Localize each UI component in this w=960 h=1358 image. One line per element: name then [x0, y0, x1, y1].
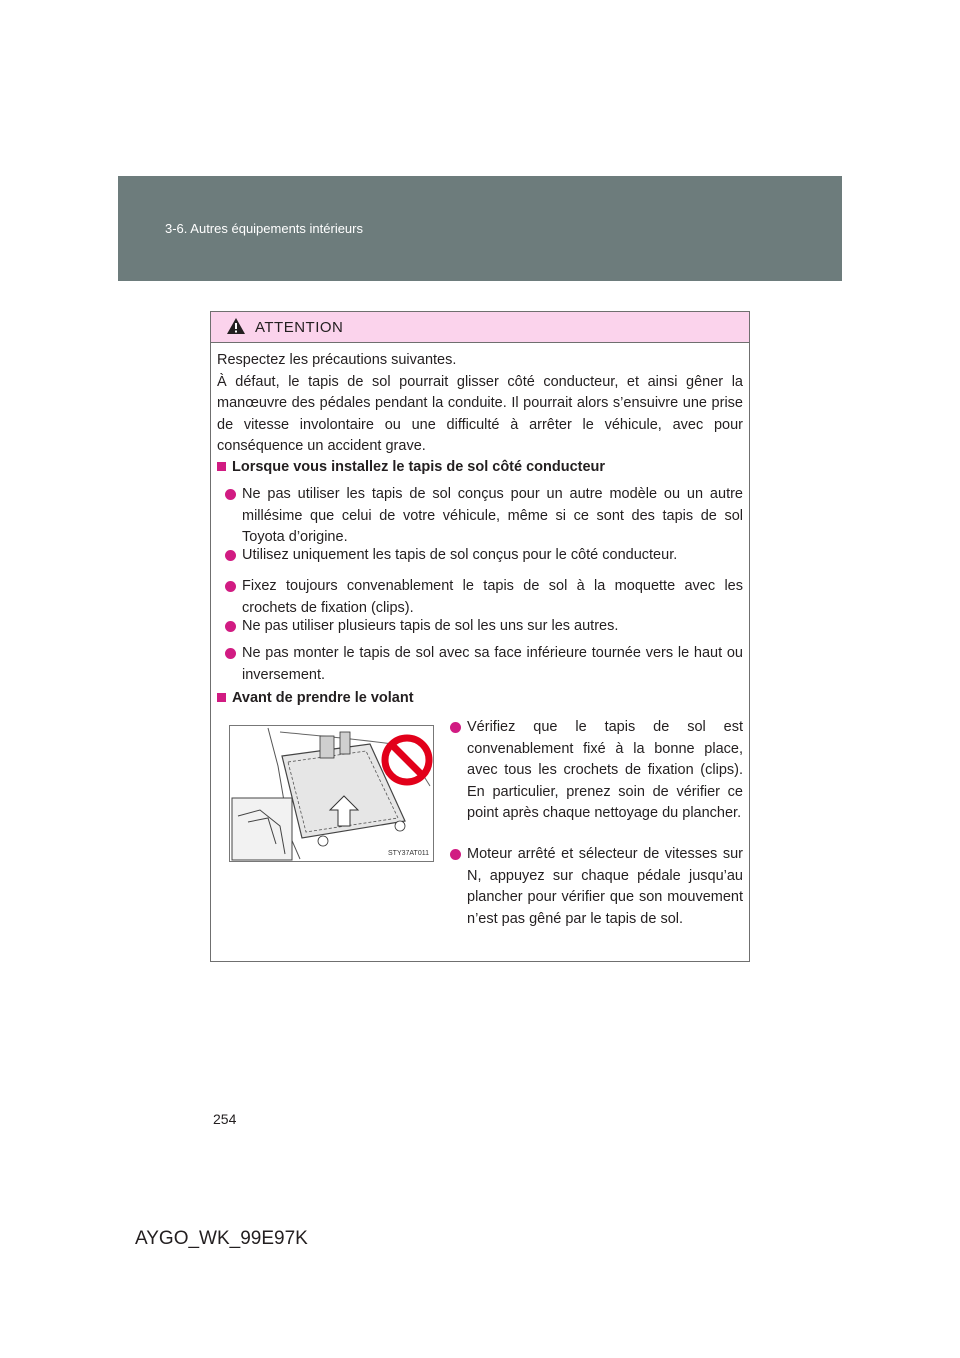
attention-title: ATTENTION	[255, 319, 344, 336]
list-item: Fixez toujours convenablement le tapis de sol à la moquette avec les crochets de fixation (clips).	[242, 576, 743, 619]
list-item: Ne pas utiliser les tapis de sol conçus pour un autre modèle ou un autre millésime que celui de votre véhicule, même si ce sont des tapis de sol Toyota d’origine.	[242, 484, 743, 549]
square-bullet-icon	[217, 693, 226, 702]
floor-mat-drawing	[230, 726, 433, 861]
square-bullet-icon	[217, 462, 226, 471]
round-bullet-icon	[225, 550, 236, 561]
intro-line-1: Respectez les précautions suivantes.	[217, 352, 457, 368]
round-bullet-icon	[225, 648, 236, 659]
round-bullet-icon	[225, 581, 236, 592]
warning-triangle-icon	[226, 317, 246, 335]
section-heading-installation	[217, 457, 605, 477]
document-code: AYGO_WK_99E97K	[135, 1228, 308, 1249]
round-bullet-icon	[225, 489, 236, 500]
section-heading-text: Avant de prendre le volant	[232, 690, 414, 706]
section-heading-before-driving	[217, 688, 414, 708]
floor-mat-illustration	[229, 725, 434, 862]
attention-box	[210, 311, 750, 962]
attention-header	[211, 312, 749, 343]
list-item: Moteur arrêté et sélecteur de vitesses sur N, appuyez sur chaque pédale jusqu’au plancher pour vérifier que son mouvement n’est pas gêné par le tapis de sol.	[467, 844, 743, 930]
list-item: Vérifiez que le tapis de sol est convenablement fixé à la bonne place, avec tous les crochets de fixation (clips). En particulier, prenez soin de vérifier ce point après chaque nettoyage du plancher.	[467, 717, 743, 825]
round-bullet-icon	[450, 722, 461, 733]
illustration-code: STY37AT011	[388, 850, 429, 857]
intro-text	[217, 350, 743, 458]
intro-line-2: À défaut, le tapis de sol pourrait glisser côté conducteur, et ainsi gêner la manœuvre des pédales pendant la conduite. Il pourrait alors s’ensuivre une prise de vitesse involontaire ou une difficulté à arrêter le véhicule, avec pour conséquence un accident grave.	[217, 373, 743, 454]
list-item: Ne pas utiliser plusieurs tapis de sol les uns sur les autres.	[242, 616, 743, 638]
section-title: 3-6. Autres équipements intérieurs	[165, 221, 363, 236]
page-number: 254	[213, 1111, 237, 1127]
list-item: Ne pas monter le tapis de sol avec sa face inférieure tournée vers le haut ou inversement.	[242, 643, 743, 686]
round-bullet-icon	[450, 849, 461, 860]
list-item: Utilisez uniquement les tapis de sol conçus pour le côté conducteur.	[242, 545, 743, 567]
section-heading-text: Lorsque vous installez le tapis de sol côté conducteur	[232, 459, 606, 475]
round-bullet-icon	[225, 621, 236, 632]
